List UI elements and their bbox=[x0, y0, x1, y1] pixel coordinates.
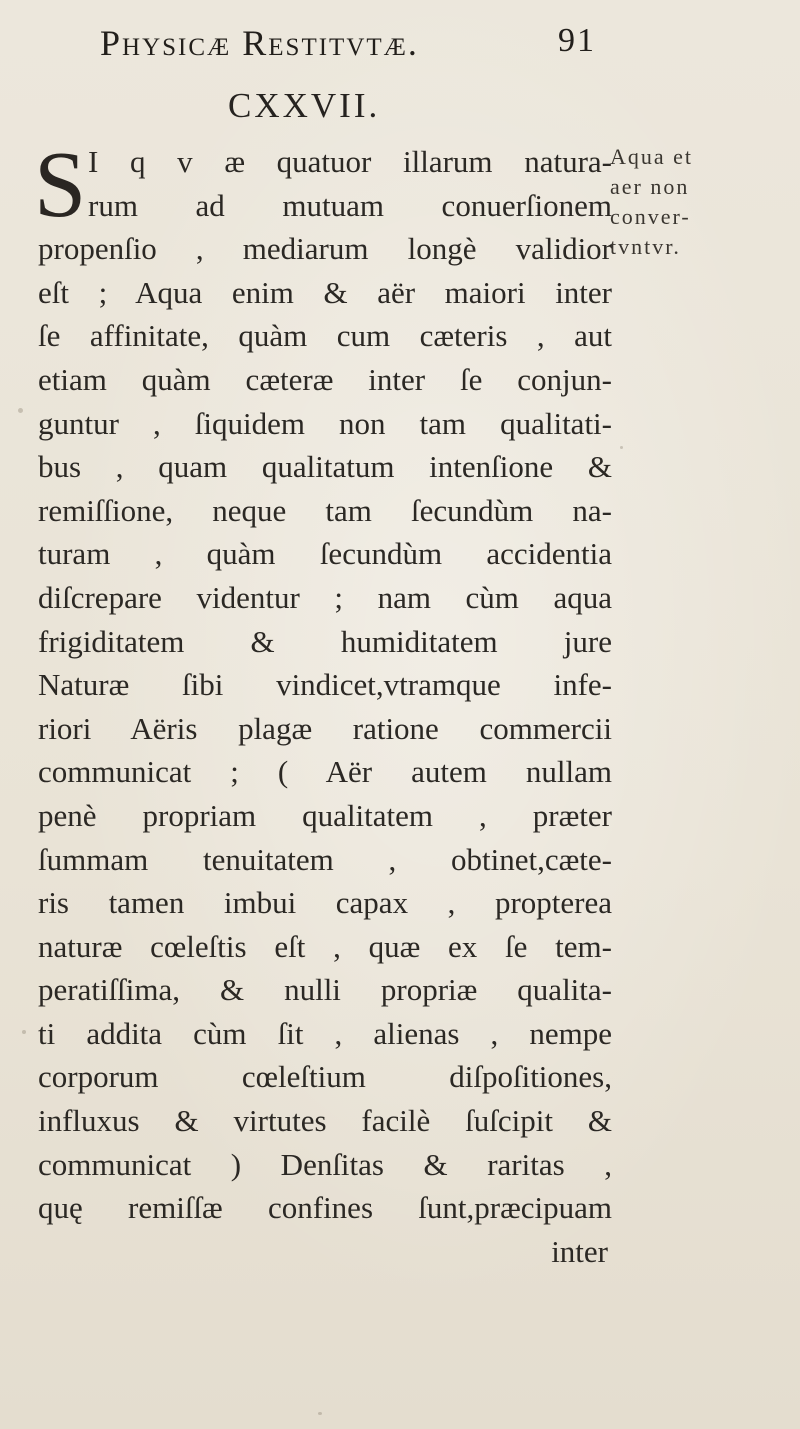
page-number: 91 bbox=[558, 22, 596, 59]
text-line: communicat ) Denſitas & raritas , bbox=[38, 1146, 612, 1182]
text-line: ſummam tenuitatem , obtinet,cæte- bbox=[38, 841, 612, 877]
catchword: inter bbox=[551, 1233, 608, 1269]
text-line: corporum cœleſtium diſpoſitiones, bbox=[38, 1059, 612, 1095]
marginal-note-line: conver- bbox=[610, 204, 691, 229]
text-line: peratiſſima, & nulli propriæ qualita- bbox=[38, 972, 612, 1008]
paper-speck bbox=[18, 408, 23, 413]
text-line: turam , quàm ſecundùm accidentia bbox=[38, 536, 612, 572]
text-line: bus , quam qualitatum intenſione & bbox=[38, 449, 612, 485]
running-head-title: Physicæ Restitvtæ. bbox=[100, 23, 419, 63]
text-line: eſt ; Aqua enim & aër maiori inter bbox=[38, 274, 612, 310]
text-line: etiam quàm cæteræ inter ſe conjun- bbox=[38, 361, 612, 397]
text-line: quę remiſſæ confines ſunt,præcipuam bbox=[38, 1190, 612, 1226]
text-line: riori Aëris plagæ ratione commercii bbox=[38, 710, 612, 746]
running-head bbox=[100, 18, 620, 74]
text-line: ti addita cùm ſit , alienas , nempe bbox=[38, 1015, 612, 1051]
drop-cap: S bbox=[34, 133, 87, 237]
text-line: naturæ cœleſtis eſt , quæ ex ſe tem- bbox=[38, 928, 612, 964]
chapter-number: CXXVII. bbox=[228, 86, 381, 125]
text-line: remiſſione, neque tam ſecundùm na- bbox=[38, 492, 612, 528]
paper-speck bbox=[620, 446, 623, 449]
text-line: communicat ; ( Aër autem nullam bbox=[38, 754, 612, 790]
text-line: I q v æ quatuor illarum natura- bbox=[88, 144, 612, 179]
marginal-note-line: Aqua et bbox=[610, 144, 694, 169]
text-line: penè propriam qualitatem , præter bbox=[38, 797, 612, 833]
paper-speck bbox=[22, 1030, 26, 1034]
text-line: guntur , ſiquidem non tam qualitati- bbox=[38, 405, 612, 441]
text-line: ris tamen imbui capax , propterea bbox=[38, 885, 612, 921]
body-text bbox=[38, 140, 612, 1273]
text-line: influxus & virtutes facilè ſuſcipit & bbox=[38, 1103, 612, 1139]
text-line: rum ad mutuam conuerſionem bbox=[88, 187, 612, 223]
text-line: frigiditatem & humiditatem jure bbox=[38, 623, 612, 659]
text-line: diſcrepare videntur ; nam cùm aqua bbox=[38, 579, 612, 615]
marginal-note-line: aer non bbox=[610, 174, 690, 199]
text-line: propenſio , mediarum longè validior bbox=[38, 231, 612, 267]
text-line: Naturæ ſibi vindicet,vtramque infe- bbox=[38, 667, 612, 703]
marginal-note bbox=[610, 142, 790, 262]
paper-speck bbox=[318, 1412, 322, 1415]
text-line: ſe affinitate, quàm cum cæteris , aut bbox=[38, 318, 612, 354]
marginal-note-line: tvntvr. bbox=[610, 234, 681, 259]
